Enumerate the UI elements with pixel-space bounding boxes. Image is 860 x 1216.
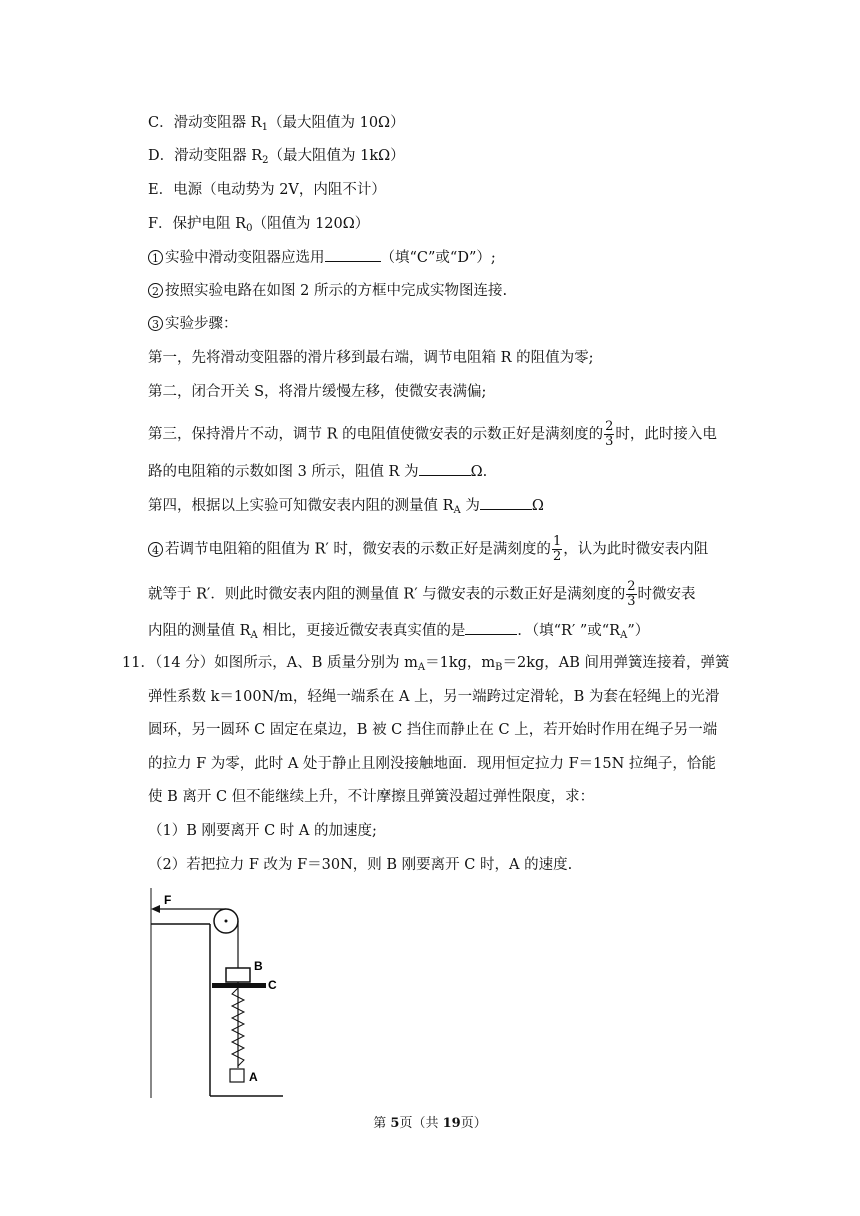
circled-number: 1 (148, 250, 163, 265)
circled-number: 2 (148, 283, 163, 298)
question-2: 2 按照实验电路在如图 2 所示的方框中完成实物图连接. (148, 281, 507, 301)
problem-11-line-3: 圆环，另一圆环 C 固定在桌边，B 被 C 挡住而静止在 C 上，若开始时作用在绳子另一端 (148, 722, 718, 738)
option-e: E．电源（电动势为 2V，内阻不计） (148, 182, 386, 198)
label-f: F (164, 893, 172, 907)
question-4: 4 若调节电阻箱的阻值为 R′ 时，微安表的示数正好是满刻度的 $\frac{1}{2}$ ，认为此时微安表内阻 (148, 535, 708, 564)
step-4: 第四，根据以上实验可知微安表内阻的测量值 $R_A$ 为 Ω (148, 495, 544, 521)
step-1: 第一，先将滑动变阻器的滑片移到最右端，调节电阻箱 R 的阻值为零; (148, 350, 594, 366)
question-4-line-3: 内阻的测量值 $R_A$ 相比，更接近微安表真实值的是 ．（填“R′ ”或“$R_A$”） (148, 620, 649, 646)
fraction: $\frac{2}{3}$ (605, 419, 614, 449)
answer-blank[interactable] (480, 495, 532, 510)
step-3-cont: 路的电阻箱的示数如图 3 所示，阻值 R 为 Ω. (148, 461, 487, 482)
option-f: F．保护电阻 $R_0$（阻值为 120Ω） (148, 216, 370, 234)
ring-b (226, 968, 250, 982)
sub-question-2: （2）若把拉力 F 改为 F＝30N，则 B 刚要离开 C 时，A 的速度. (148, 857, 573, 873)
step-2: 第二，闭合开关 S，将滑片缓慢左移，使微安表满偏; (148, 384, 487, 400)
label-b: B (254, 959, 263, 973)
sub-question-1: （1）B 刚要离开 C 时 A 的加速度; (148, 823, 377, 839)
problem-11-line-4: 的拉力 F 为零，此时 A 处于静止且刚没接触地面．现用恒定拉力 F＝15N 拉绳子，恰能 (148, 756, 716, 772)
circled-number: 4 (148, 542, 163, 557)
question-3: 3 实验步骤： (148, 314, 238, 334)
problem-11-line-1: 11．（14 分）如图所示，A、B 质量分别为 $m_A=1kg$，$m_B=2kg$，AB 间用弹簧连接着，弹簧 (122, 655, 730, 673)
fraction: $\frac{2}{3}$ (627, 579, 636, 609)
fraction: $\frac{1}{2}$ (552, 534, 562, 564)
pulley-spring-figure (148, 888, 298, 1100)
problem-11-line-5: 使 B 离开 C 但不能继续上升，不计摩擦且弹簧没超过弹性限度，求： (148, 789, 595, 805)
label-a: A (249, 1070, 258, 1084)
circled-number: 3 (148, 316, 163, 331)
option-d: D．滑动变阻器 $R_2$（最大阻值为 1kΩ） (148, 148, 405, 166)
step-3: 第三，保持滑片不动，调节 R 的电阻值使微安表的示数正好是满刻度的 $\frac{2}{3}$ 时，此时接入电 (148, 419, 717, 449)
option-c: C．滑动变阻器 $R_1$（最大阻值为 10Ω） (148, 115, 405, 133)
label-c: C (268, 978, 277, 992)
question-4-line-2: 就等于 R′．则此时微安表内阻的测量值 R′ 与微安表的示数正好是满刻度的 $\frac{2}{3}$ 时微安表 (148, 579, 696, 609)
ring-c (212, 983, 266, 988)
block-a (230, 1069, 244, 1082)
page-footer: 第 5页（共 19页） (373, 1116, 487, 1131)
question-1: 1 实验中滑动变阻器应选用 （填“C”或“D”）; (148, 247, 496, 268)
problem-11-line-2: 弹性系数 k＝100N/m，轻绳一端系在 A 上，另一端跨过定滑轮，B 为套在轻绳上的光滑 (148, 689, 720, 705)
answer-blank[interactable] (419, 461, 471, 476)
answer-blank[interactable] (465, 620, 517, 635)
answer-blank[interactable] (325, 247, 381, 262)
force-arrow (151, 905, 160, 913)
